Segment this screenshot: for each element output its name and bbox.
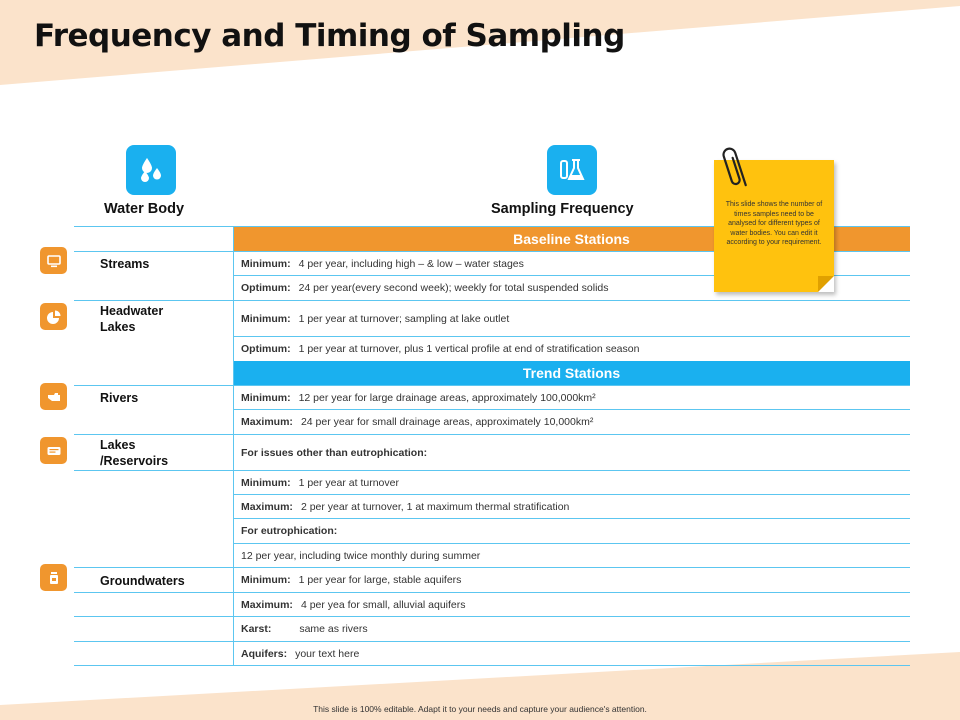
- row-key: For eutrophication:: [241, 525, 338, 537]
- jar-icon: [40, 564, 67, 591]
- water-body-headwater-lakes: Headwater Lakes: [100, 304, 164, 334]
- row-text: 4 per year, including high – & low – water stages: [298, 257, 524, 270]
- hand-icon: [40, 383, 67, 410]
- table-row: [233, 568, 910, 592]
- trend-stations-band: Trend Stations: [233, 361, 910, 385]
- row-text: 12 per year, including twice monthly during summer: [241, 549, 481, 562]
- row-text: 1 per year at turnover; sampling at lake outlet: [298, 312, 510, 325]
- row-key: Maximum:: [241, 416, 293, 428]
- row-text: 1 per year at turnover, plus 1 vertical profile at end of stratification season: [298, 343, 640, 355]
- lab-flask-icon: [547, 145, 597, 195]
- row-key: Karst:: [241, 623, 272, 635]
- footer-note: This slide is 100% editable. Adapt it to your needs and capture your audience's attention.: [313, 704, 647, 714]
- row-key: Minimum:: [241, 574, 291, 586]
- baseline-stations-band: Baseline Stations: [233, 227, 910, 251]
- row-text: 24 per year(every second week); weekly for total suspended solids: [298, 282, 609, 294]
- table-row: [233, 593, 910, 616]
- row-text: 12 per year for large drainage areas, approximately 100,000km²: [298, 391, 596, 404]
- note-fold: [818, 276, 834, 292]
- table-row: [233, 642, 910, 665]
- row-key: Aquifers:: [241, 647, 288, 660]
- chart-icon: [40, 303, 67, 330]
- water-body-groundwaters: Groundwaters: [100, 574, 185, 588]
- card-icon: [40, 437, 67, 464]
- table-row: [233, 435, 910, 470]
- sticky-note-text: This slide shows the number of times samples need to be analysed for different types of water bodies. You can edit it according to your requirement.: [725, 201, 823, 246]
- table-row: [233, 617, 910, 641]
- water-body-header: Water Body: [104, 201, 185, 217]
- table-row: [233, 337, 910, 361]
- row-key: Minimum:: [241, 391, 291, 404]
- table-row: [233, 410, 910, 434]
- row-text: 1 per year at turnover: [298, 476, 399, 489]
- row-key: Optimum:: [241, 282, 291, 294]
- table-row: [233, 386, 910, 409]
- page-title: Frequency and Timing of Sampling: [34, 18, 625, 54]
- row-text: same as rivers: [299, 623, 368, 635]
- row-text: 2 per year at turnover, 1 at maximum thermal stratification: [300, 500, 570, 513]
- row-key: Maximum:: [241, 598, 293, 611]
- row-key: Optimum:: [241, 343, 291, 355]
- table-row: [233, 301, 910, 336]
- row-key: Minimum:: [241, 312, 291, 325]
- row-text: 24 per year for small drainage areas, approximately 10,000km²: [300, 416, 594, 428]
- monitor-icon: [40, 247, 67, 274]
- table-row: [233, 519, 910, 543]
- row-text: your text here: [295, 647, 360, 660]
- table-row: [233, 544, 910, 567]
- paperclip-icon: [722, 143, 752, 193]
- row-text: 1 per year for large, stable aquifers: [298, 574, 462, 586]
- row-key: Minimum:: [241, 257, 291, 270]
- water-body-streams: Streams: [100, 257, 150, 271]
- water-body-rivers: Rivers: [100, 391, 139, 405]
- table-row: [233, 471, 910, 494]
- row-rule: [74, 665, 910, 666]
- row-key: Maximum:: [241, 500, 293, 513]
- sampling-frequency-header: Sampling Frequency: [491, 201, 634, 217]
- row-key: For issues other than eutrophication:: [241, 446, 428, 459]
- water-drops-icon: [126, 145, 176, 195]
- row-text: 4 per yea for small, alluvial aquifers: [300, 598, 466, 611]
- row-key: Minimum:: [241, 476, 291, 489]
- table-row: [233, 495, 910, 518]
- water-body-lakes-reservoirs: Lakes /Reservoirs: [100, 438, 169, 468]
